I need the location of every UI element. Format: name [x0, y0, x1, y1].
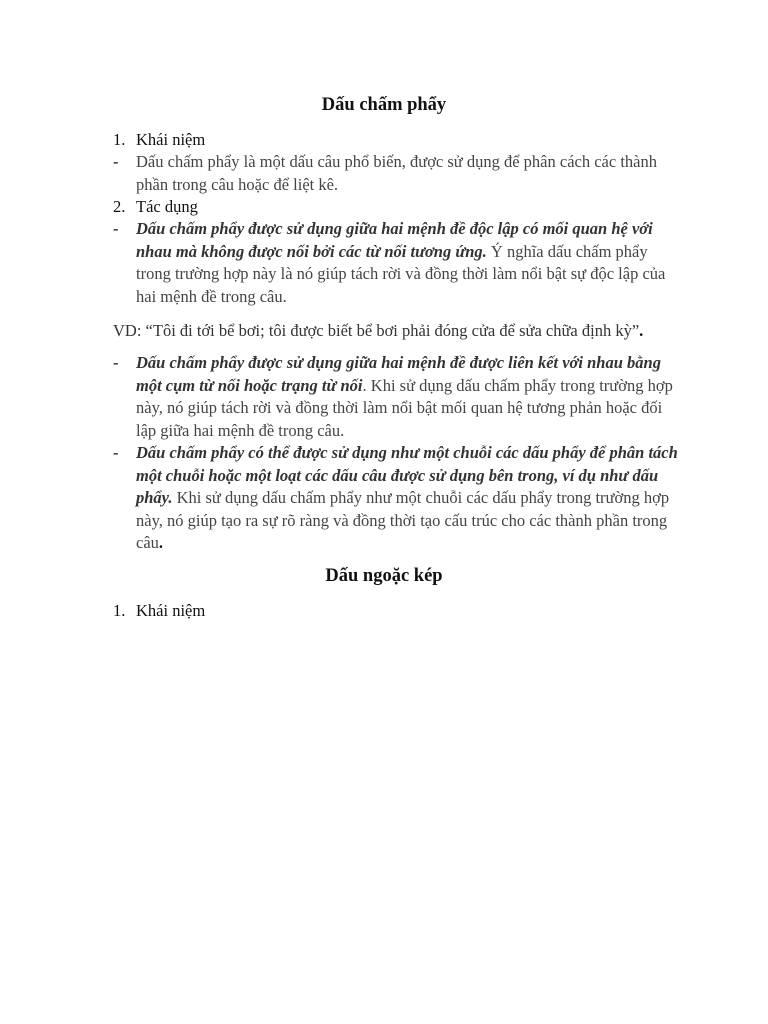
list-item-concept [113, 129, 683, 152]
list-number: 1. [113, 601, 126, 620]
bullet-definition [113, 151, 683, 196]
bullet-marker: - [113, 152, 119, 171]
bullet-end: . [158, 533, 164, 552]
list-number: 1. [113, 130, 126, 149]
bullet-body: . Khi sử dụng dấu chấm phẩy trong trường hợp này, nó giúp tách rời và đồng thời làm nổi bật mối quan hệ tương phản hoặc đối lập giữa hai mệnh đề trong câu. [136, 375, 673, 440]
section-title-semicolon: Dấu chấm phẩy [321, 95, 447, 115]
bullet-text [136, 442, 683, 555]
bullet-body: Ý nghĩa dấu chấm phẩy trong trường hợp này là nó giúp tách rời và đồng thời làm nổi bật sự độc lập của hai mệnh đề trong câu. [136, 241, 666, 306]
list-item-label: Khái niệm [136, 130, 206, 149]
bullet-usage-linked-clauses [113, 352, 683, 442]
section-title-quotation-marks: Dấu ngoặc kép [325, 566, 443, 586]
list-item-label: Khái niệm [136, 601, 206, 620]
bullet-marker: - [113, 219, 119, 238]
example-end: . [639, 321, 644, 340]
bullet-marker: - [113, 443, 119, 462]
bullet-marker: - [113, 353, 119, 372]
bullet-text [136, 352, 683, 442]
bullet-emphasis: Dấu chấm phẩy có thể được sử dụng như một chuỗi các dấu phẩy để phân tách một chuỗi hoặc một loạt các dấu câu được sử dụng bên trong, ví dụ như dấu phẩy. [136, 443, 678, 507]
list-item-usage [113, 196, 683, 219]
bullet-emphasis: Dấu chấm phẩy được sử dụng giữa hai mệnh đề độc lập có mối quan hệ với nhau mà không được nối bởi các từ nối tương ứng. [136, 219, 653, 261]
bullet-usage-independent-clauses [113, 218, 683, 308]
list-item-label: Tác dụng [136, 197, 198, 216]
bullet-text: Dấu chấm phẩy là một dấu câu phổ biến, được sử dụng để phân cách các thành phần trong câu hoặc để liệt kê. [136, 152, 657, 194]
list-item-concept-2 [113, 600, 683, 623]
example-sentence [113, 320, 693, 343]
bullet-body: Khi sử dụng dấu chấm phẩy như một chuỗi các dấu phẩy trong trường hợp này, nó giúp tạo ra sự rõ ràng và đồng thời tạo cấu trúc cho các thành phần trong câu [136, 488, 670, 552]
bullet-emphasis: Dấu chấm phẩy được sử dụng giữa hai mệnh đề được liên kết với nhau bằng một cụm từ nối hoặc trạng từ nối [136, 353, 661, 395]
bullet-text [136, 218, 683, 308]
bullet-usage-comma-series [113, 442, 683, 555]
example-text: VD: “Tôi đi tới bể bơi; tôi được biết bể bơi phải đóng cửa để sửa chữa định kỳ” [113, 321, 640, 340]
list-number: 2. [113, 197, 126, 216]
